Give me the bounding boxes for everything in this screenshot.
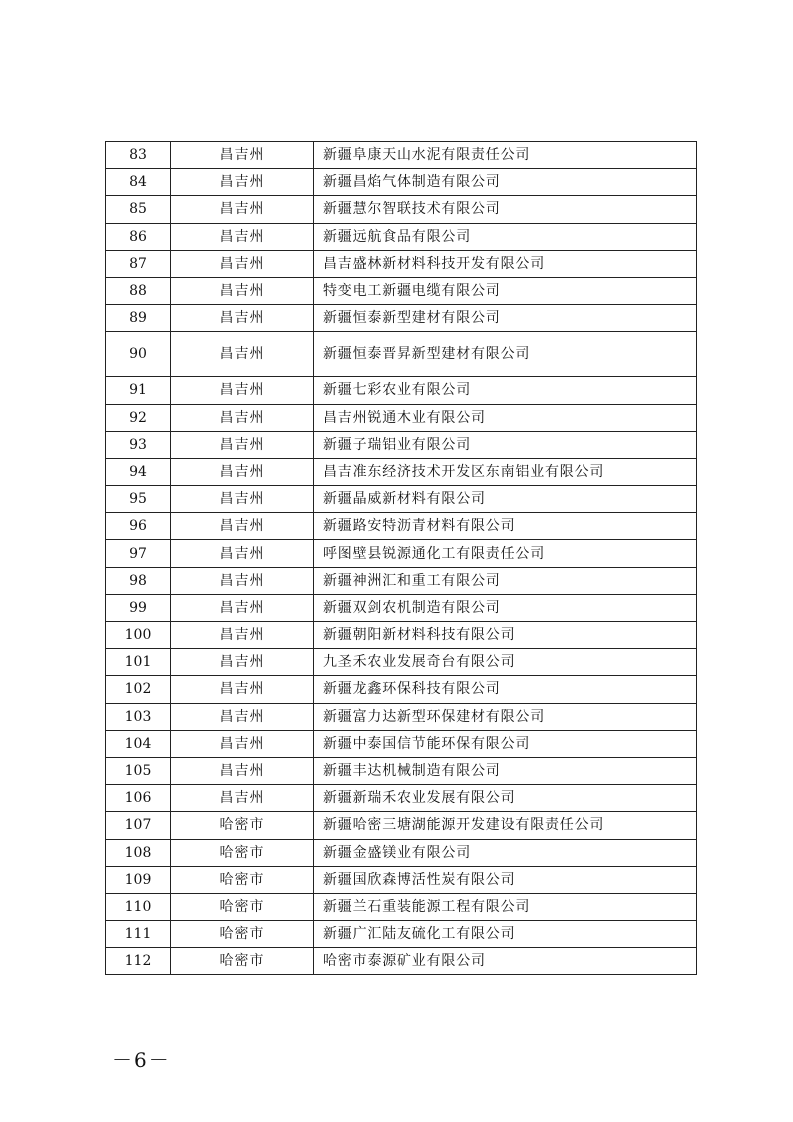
table-row: [106, 567, 697, 594]
table-row: [106, 730, 697, 757]
row-region: 昌吉州: [171, 305, 314, 332]
row-number: 84: [106, 169, 171, 196]
row-region: 昌吉州: [171, 567, 314, 594]
table-row: [106, 540, 697, 567]
table-row: [106, 196, 697, 223]
table-row: [106, 277, 697, 304]
row-company-name: 特变电工新疆电缆有限公司: [314, 277, 697, 304]
row-company-name: 新疆朝阳新材料科技有限公司: [314, 622, 697, 649]
table-row: [106, 649, 697, 676]
row-company-name: 新疆路安特沥青材料有限公司: [314, 513, 697, 540]
table-row: [106, 948, 697, 975]
row-region: 哈密市: [171, 812, 314, 839]
row-number: 110: [106, 893, 171, 920]
row-company-name: 新疆远航食品有限公司: [314, 223, 697, 250]
table-row: [106, 332, 697, 377]
row-number: 93: [106, 431, 171, 458]
row-region: 哈密市: [171, 839, 314, 866]
row-region: 昌吉州: [171, 649, 314, 676]
row-company-name: 新疆兰石重装能源工程有限公司: [314, 893, 697, 920]
table-row: [106, 142, 697, 169]
row-number: 112: [106, 948, 171, 975]
table-row: [106, 622, 697, 649]
table-row: [106, 431, 697, 458]
row-company-name: 哈密市泰源矿业有限公司: [314, 948, 697, 975]
row-number: 105: [106, 757, 171, 784]
table-row: [106, 812, 697, 839]
row-number: 89: [106, 305, 171, 332]
row-company-name: 昌吉州锐通木业有限公司: [314, 404, 697, 431]
row-company-name: 新疆新瑞禾农业发展有限公司: [314, 785, 697, 812]
row-number: 85: [106, 196, 171, 223]
row-region: 昌吉州: [171, 196, 314, 223]
page-number: －6－: [112, 1048, 171, 1072]
row-region: 哈密市: [171, 866, 314, 893]
row-region: 昌吉州: [171, 730, 314, 757]
row-number: 83: [106, 142, 171, 169]
row-number: 106: [106, 785, 171, 812]
row-company-name: 新疆富力达新型环保建材有限公司: [314, 703, 697, 730]
row-company-name: 新疆哈密三塘湖能源开发建设有限责任公司: [314, 812, 697, 839]
row-number: 99: [106, 594, 171, 621]
row-region: 哈密市: [171, 921, 314, 948]
row-company-name: 昌吉盛林新材料科技开发有限公司: [314, 250, 697, 277]
table-row: [106, 893, 697, 920]
row-number: 90: [106, 332, 171, 377]
row-region: 昌吉州: [171, 540, 314, 567]
row-region: 昌吉州: [171, 757, 314, 784]
row-region: 昌吉州: [171, 404, 314, 431]
row-company-name: 九圣禾农业发展奇台有限公司: [314, 649, 697, 676]
row-region: 昌吉州: [171, 431, 314, 458]
row-number: 103: [106, 703, 171, 730]
table-row: [106, 676, 697, 703]
row-region: 昌吉州: [171, 142, 314, 169]
table-row: [106, 703, 697, 730]
row-company-name: 新疆昌焰气体制造有限公司: [314, 169, 697, 196]
row-number: 91: [106, 377, 171, 404]
row-region: 昌吉州: [171, 377, 314, 404]
row-number: 92: [106, 404, 171, 431]
row-number: 101: [106, 649, 171, 676]
row-region: 昌吉州: [171, 223, 314, 250]
row-region: 昌吉州: [171, 513, 314, 540]
row-region: 昌吉州: [171, 250, 314, 277]
table-row: [106, 305, 697, 332]
row-region: 昌吉州: [171, 486, 314, 513]
table-row: [106, 513, 697, 540]
row-number: 109: [106, 866, 171, 893]
table-row: [106, 250, 697, 277]
table-row: [106, 921, 697, 948]
row-company-name: 新疆丰达机械制造有限公司: [314, 757, 697, 784]
company-list-table: [105, 141, 697, 975]
row-company-name: 新疆七彩农业有限公司: [314, 377, 697, 404]
row-number: 94: [106, 458, 171, 485]
table-row: [106, 404, 697, 431]
row-company-name: 新疆龙鑫环保科技有限公司: [314, 676, 697, 703]
table-row: [106, 757, 697, 784]
row-company-name: 呼图壁县锐源通化工有限责任公司: [314, 540, 697, 567]
table-row: [106, 169, 697, 196]
row-region: 哈密市: [171, 948, 314, 975]
row-region: 昌吉州: [171, 332, 314, 377]
row-company-name: 新疆神洲汇和重工有限公司: [314, 567, 697, 594]
table-row: [106, 377, 697, 404]
row-number: 88: [106, 277, 171, 304]
row-number: 96: [106, 513, 171, 540]
row-company-name: 新疆恒泰晋昇新型建材有限公司: [314, 332, 697, 377]
table-row: [106, 594, 697, 621]
row-company-name: 新疆晶威新材料有限公司: [314, 486, 697, 513]
table-row: [106, 458, 697, 485]
row-company-name: 新疆中泰国信节能环保有限公司: [314, 730, 697, 757]
table-row: [106, 866, 697, 893]
row-region: 昌吉州: [171, 169, 314, 196]
row-number: 102: [106, 676, 171, 703]
row-region: 昌吉州: [171, 785, 314, 812]
row-region: 昌吉州: [171, 277, 314, 304]
row-company-name: 新疆金盛镁业有限公司: [314, 839, 697, 866]
table-row: [106, 223, 697, 250]
row-company-name: 新疆双剑农机制造有限公司: [314, 594, 697, 621]
row-number: 108: [106, 839, 171, 866]
row-number: 86: [106, 223, 171, 250]
row-company-name: 昌吉准东经济技术开发区东南铝业有限公司: [314, 458, 697, 485]
row-region: 昌吉州: [171, 458, 314, 485]
row-number: 104: [106, 730, 171, 757]
row-region: 昌吉州: [171, 594, 314, 621]
table-row: [106, 839, 697, 866]
row-number: 100: [106, 622, 171, 649]
table-row: [106, 785, 697, 812]
row-number: 98: [106, 567, 171, 594]
row-region: 昌吉州: [171, 622, 314, 649]
row-company-name: 新疆阜康天山水泥有限责任公司: [314, 142, 697, 169]
row-number: 97: [106, 540, 171, 567]
row-company-name: 新疆子瑞铝业有限公司: [314, 431, 697, 458]
row-region: 哈密市: [171, 893, 314, 920]
company-list-body: [106, 142, 697, 975]
row-company-name: 新疆国欣森博活性炭有限公司: [314, 866, 697, 893]
row-number: 87: [106, 250, 171, 277]
row-company-name: 新疆慧尔智联技术有限公司: [314, 196, 697, 223]
row-company-name: 新疆恒泰新型建材有限公司: [314, 305, 697, 332]
row-region: 昌吉州: [171, 676, 314, 703]
row-company-name: 新疆广汇陆友硫化工有限公司: [314, 921, 697, 948]
row-number: 107: [106, 812, 171, 839]
row-region: 昌吉州: [171, 703, 314, 730]
row-number: 111: [106, 921, 171, 948]
table-row: [106, 486, 697, 513]
row-number: 95: [106, 486, 171, 513]
